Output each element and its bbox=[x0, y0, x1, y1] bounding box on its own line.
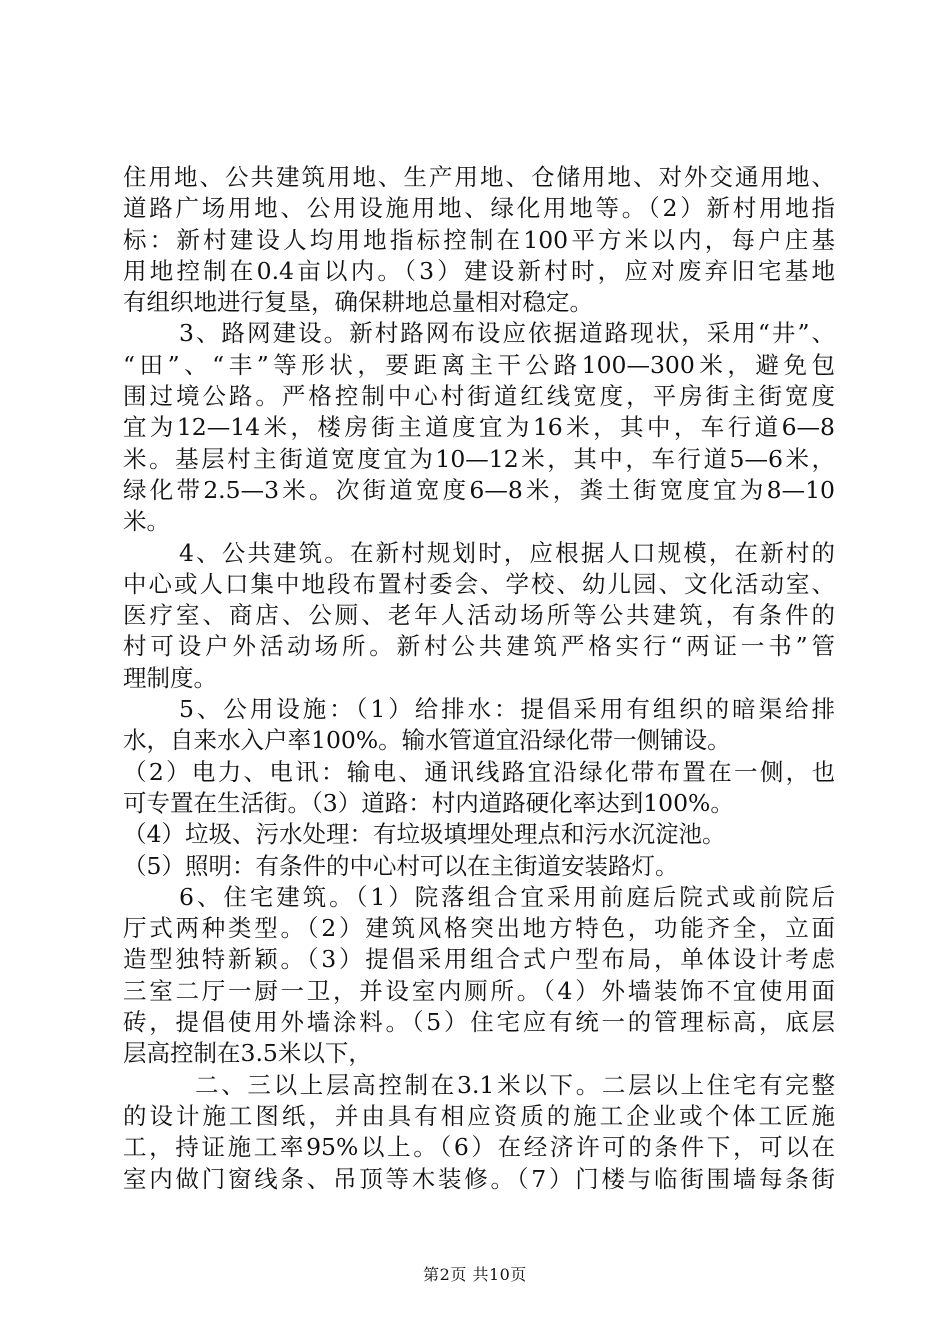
text-line: 围过境公路。严格控制中心村街道红线宽度，平房街主街宽度 bbox=[123, 382, 835, 411]
document-body bbox=[123, 162, 835, 1195]
text-line: 可专置在生活街。（3）道路：村内道路硬化率达到100%。 bbox=[123, 788, 734, 817]
text-line: 4、公共建筑。在新村规划时，应根据人口规模，在新村的 bbox=[179, 538, 835, 567]
text-line: 工，持证施工率95%以上。（6）在经济许可的条件下，可以在 bbox=[123, 1133, 835, 1162]
text-line: 层高控制在3.5米以下， bbox=[123, 1039, 372, 1068]
text-line: 理制度。 bbox=[123, 663, 217, 692]
text-line: 医疗室、商店、公厕、老年人活动场所等公共建筑，有条件的 bbox=[123, 601, 835, 630]
text-line: 道路广场用地、公用设施用地、绿化用地等。（2）新村用地指 bbox=[123, 194, 835, 223]
text-line: 室内做门窗线条、吊顶等木装修。（7）门楼与临街围墙每条街 bbox=[123, 1164, 835, 1193]
text-line: 二、三以上层高控制在3.1米以下。二层以上住宅有完整 bbox=[195, 1070, 835, 1099]
text-line: 厅式两种类型。（2）建筑风格突出地方特色，功能齐全，立面 bbox=[123, 914, 835, 943]
text-line: 三室二厅一厨一卫，并设室内厕所。（4）外墙装饰不宜使用面 bbox=[123, 976, 835, 1005]
text-line: （4）垃圾、污水处理：有垃圾填埋处理点和污水沉淀池。 bbox=[123, 820, 726, 849]
text-line: 5、公用设施：（1）给排水：提倡采用有组织的暗渠给排 bbox=[179, 695, 835, 724]
text-line: 3、路网建设。新村路网布设应依据道路现状，采用“井”、 bbox=[179, 319, 835, 348]
text-line: 水，自来水入户率100%。输水管道宜沿绿化带一侧铺设。 bbox=[123, 726, 731, 755]
text-line: 村可设户外活动场所。新村公共建筑严格实行“两证一书”管 bbox=[123, 632, 835, 661]
text-line: 住用地、公共建筑用地、生产用地、仓储用地、对外交通用地、 bbox=[123, 163, 835, 191]
text-line: 标：新村建设人均用地指标控制在100平方米以内，每户庄基 bbox=[123, 225, 835, 254]
text-line: 6、住宅建筑。（1）院落组合宜采用前庭后院式或前院后 bbox=[179, 882, 835, 911]
text-line: 造型独特新颖。（3）提倡采用组合式户型布局，单体设计考虑 bbox=[123, 945, 835, 974]
text-line: 宜为12—14米，楼房街主道度宜为16米，其中，车行道6—8 bbox=[123, 413, 835, 442]
text-line: 的设计施工图纸，并由具有相应资质的施工企业或个体工匠施 bbox=[123, 1101, 835, 1130]
page-footer: 第2页 共10页 bbox=[423, 1265, 527, 1284]
text-line: 中心或人口集中地段布置村委会、学校、幼儿园、文化活动室、 bbox=[123, 569, 835, 598]
text-line: 用地控制在0.4亩以内。（3）建设新村时，应对废弃旧宅基地 bbox=[123, 256, 835, 285]
text-line: 绿化带2.5—3米。次街道宽度6—8米，粪土街宽度宜为8—10 bbox=[123, 475, 835, 504]
text-line: 有组织地进行复垦，确保耕地总量相对稳定。 bbox=[123, 288, 593, 317]
text-line: 砖，提倡使用外墙涂料。（5）住宅应有统一的管理标高，底层 bbox=[123, 1008, 835, 1037]
text-line: （5）照明：有条件的中心村可以在主街道安装路灯。 bbox=[123, 851, 679, 880]
text-line: “田”、“丰”等形状，要距离主干公路100—300米，避免包 bbox=[123, 350, 835, 379]
text-line: 米。基层村主街道宽度宜为10—12米，其中，车行道5—6米， bbox=[123, 444, 835, 473]
text-line: 米。 bbox=[123, 507, 170, 536]
text-line: （2）电力、电讯：输电、通讯线路宜沿绿化带布置在一侧，也 bbox=[123, 757, 835, 786]
